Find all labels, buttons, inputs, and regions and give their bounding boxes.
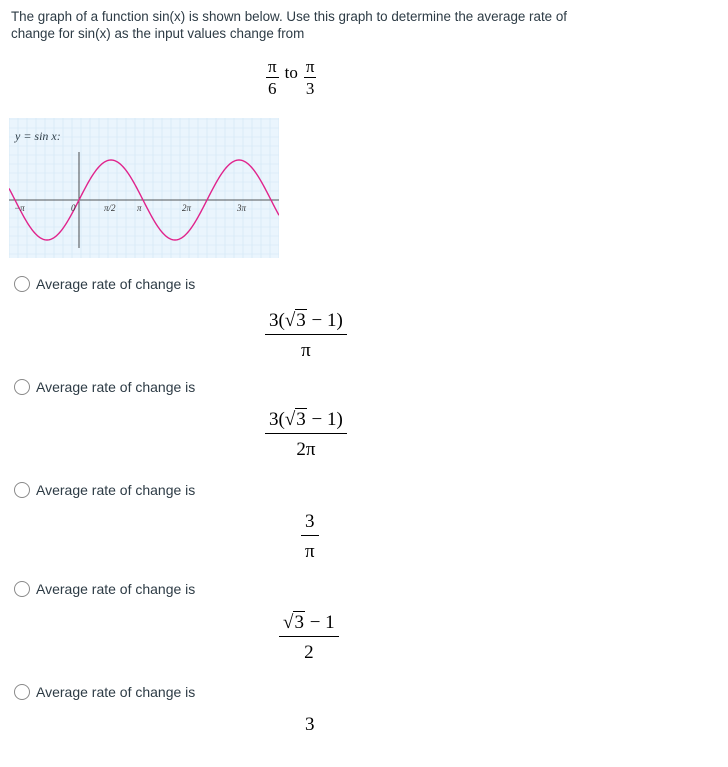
option-label: Average rate of change is <box>36 276 196 292</box>
option-2[interactable] <box>14 379 195 395</box>
tail: − 1 <box>304 612 335 633</box>
option-3[interactable] <box>14 482 195 498</box>
numerator: 3 <box>301 512 319 536</box>
to-fraction <box>304 58 317 97</box>
sqrt-symbol: √3 <box>283 612 304 633</box>
tail: − 1) <box>306 409 343 430</box>
tick-label-zero: 0 <box>71 203 76 213</box>
radio-button[interactable] <box>14 379 30 395</box>
graph-label: y = sin x: <box>15 129 61 143</box>
tick-label-three-pi: 3π <box>237 203 247 213</box>
radio-button[interactable] <box>14 276 30 292</box>
denominator: π <box>304 541 315 562</box>
denominator: π <box>301 340 311 361</box>
from-denominator: 6 <box>268 79 277 98</box>
coefficient: 3( <box>269 310 285 331</box>
to-denominator: 3 <box>305 79 315 98</box>
denominator: 2π <box>296 439 316 460</box>
radio-button[interactable] <box>14 581 30 597</box>
option-label: Average rate of change is <box>36 581 196 597</box>
option-2-value <box>265 410 347 459</box>
tick-label-half-pi: π/2 <box>104 203 116 213</box>
option-label: Average rate of change is <box>36 379 196 395</box>
input-range <box>266 58 316 97</box>
option-3-value <box>301 512 319 561</box>
tick-label-pi: π <box>137 203 142 213</box>
tick-label-neg-pi: −π <box>14 203 25 213</box>
tail: − 1) <box>306 310 343 331</box>
sqrt-symbol: √3 <box>284 310 306 331</box>
radio-button[interactable] <box>14 482 30 498</box>
sine-graph <box>9 118 279 258</box>
option-5[interactable] <box>14 684 195 700</box>
option-1[interactable] <box>14 276 195 292</box>
sqrt-symbol: √3 <box>284 409 306 430</box>
from-numerator: π <box>268 57 277 76</box>
radio-button[interactable] <box>14 684 30 700</box>
option-label: Average rate of change is <box>36 684 196 700</box>
tick-label-two-pi: 2π <box>182 203 192 213</box>
sine-graph-svg <box>9 118 279 258</box>
option-1-value <box>265 311 347 360</box>
to-numerator: π <box>305 57 315 76</box>
to-word: to <box>284 62 298 82</box>
option-5-value: 3 <box>305 714 315 735</box>
option-label: Average rate of change is <box>36 482 196 498</box>
from-fraction <box>266 58 279 97</box>
denominator: 2 <box>304 642 314 663</box>
coefficient: 3( <box>269 409 285 430</box>
option-4-value <box>279 613 339 662</box>
option-4[interactable] <box>14 581 195 597</box>
question-text: The graph of a function sin(x) is shown below. Use this graph to determine the average rate of change for sin(x) as the input values change from <box>11 9 568 41</box>
